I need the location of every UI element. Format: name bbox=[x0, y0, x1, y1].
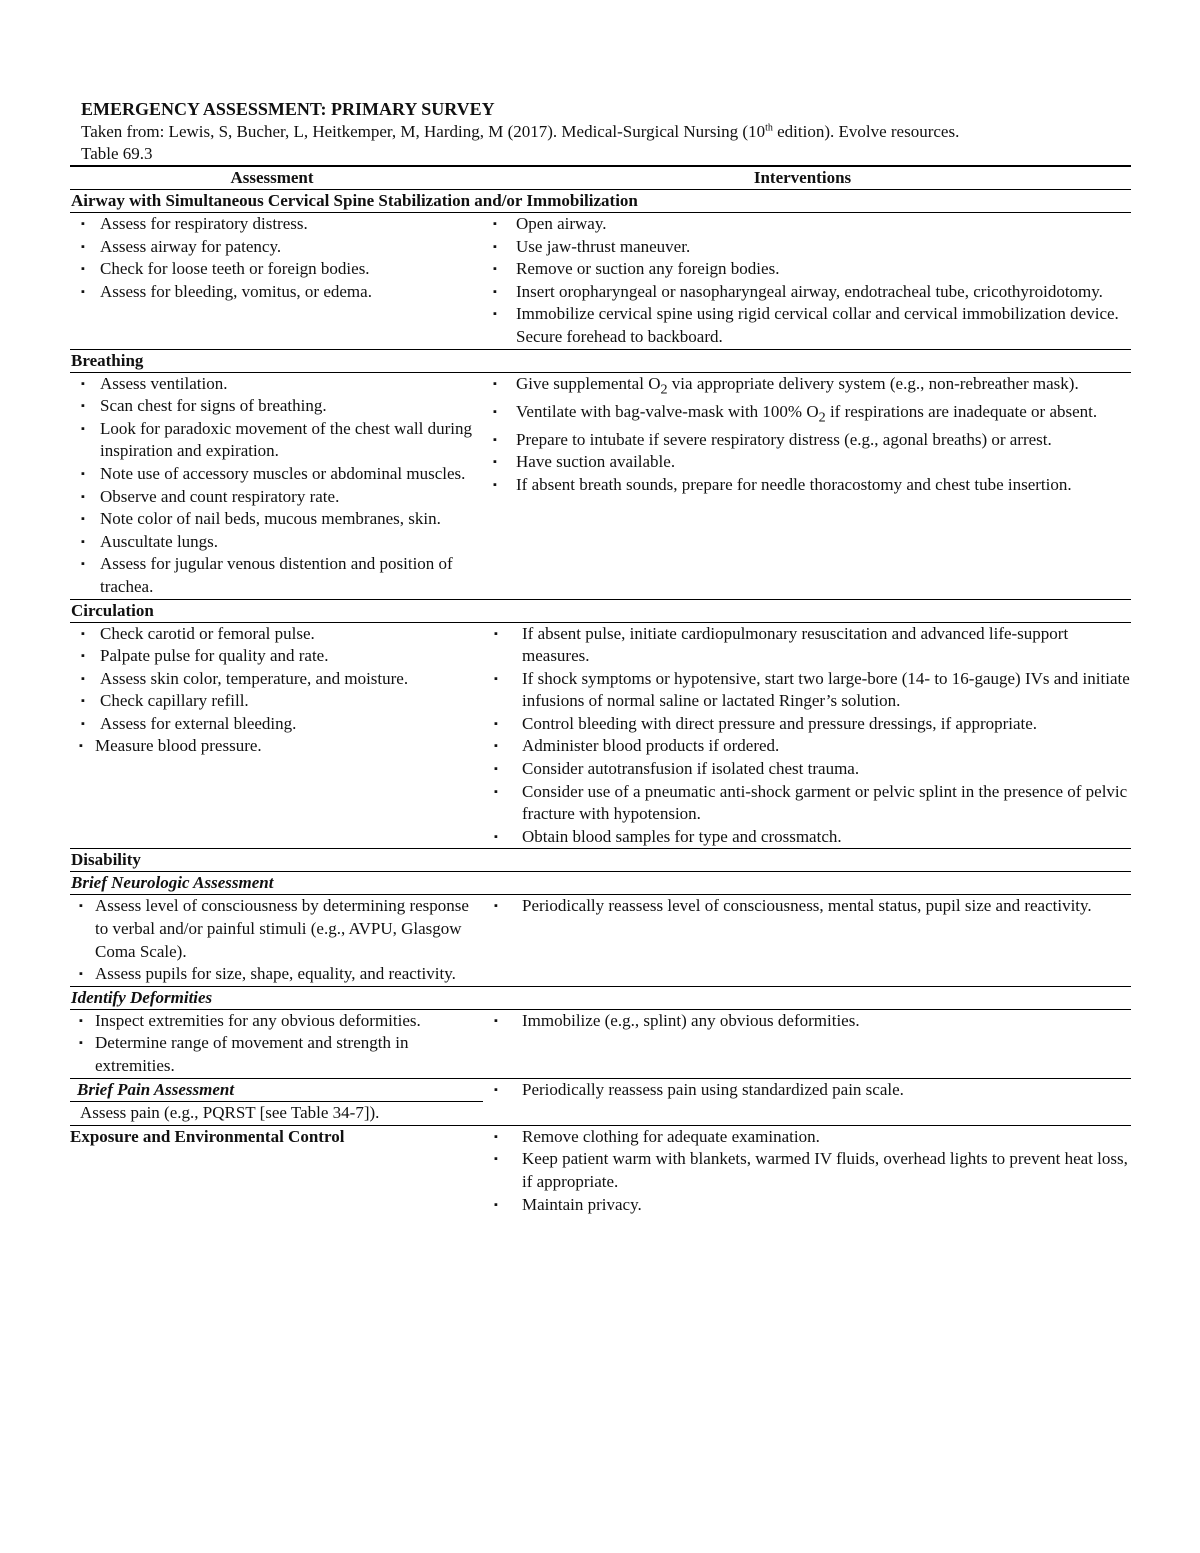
list-item: ▪ Periodically reassess pain using standardized pain scale. bbox=[483, 1079, 1131, 1102]
breathing-row bbox=[70, 373, 1131, 599]
exposure-row bbox=[70, 1126, 1131, 1216]
list-item: ▪ Have suction available. bbox=[483, 451, 1131, 474]
list-item: ▪ Note color of nail beds, mucous membranes, skin. bbox=[70, 508, 483, 531]
list-item: ▪ Immobilize cervical spine using rigid cervical collar and cervical immobilization device. Secure forehead to backboard. bbox=[483, 303, 1131, 348]
subsection-heading-neurologic: Brief Neurologic Assessment bbox=[71, 873, 274, 893]
list-item: ▪ Remove or suction any foreign bodies. bbox=[483, 258, 1131, 281]
list-item: ▪ Assess for external bleeding. bbox=[70, 713, 483, 736]
section-heading-circulation: Circulation bbox=[71, 600, 154, 620]
list-item: ▪ Inspect extremities for any obvious deformities. bbox=[70, 1010, 483, 1033]
pain-assessment-text: Assess pain (e.g., PQRST [see Table 34-7]). bbox=[80, 1103, 380, 1123]
citation-text-end: edition). Evolve resources. bbox=[772, 122, 960, 141]
list-item: ▪ Assess airway for patency. bbox=[70, 236, 483, 259]
airway-row bbox=[70, 213, 1131, 349]
list-item: ▪ Check capillary refill. bbox=[70, 690, 483, 713]
list-item: ▪ Determine range of movement and strength in extremities. bbox=[70, 1032, 483, 1077]
interventions-column-header: Interventions bbox=[753, 168, 852, 187]
table-header bbox=[70, 167, 1131, 189]
section-heading-airway: Airway with Simultaneous Cervical Spine Stabilization and/or Immobilization bbox=[71, 191, 638, 210]
list-item: ▪ Administer blood products if ordered. bbox=[483, 735, 1131, 758]
list-item: ▪ Check for loose teeth or foreign bodies. bbox=[70, 258, 483, 281]
list-item: ▪ Remove clothing for adequate examination. bbox=[483, 1126, 1131, 1149]
list-item: ▪ Periodically reassess level of consciousness, mental status, pupil size and reactivity. bbox=[483, 895, 1131, 918]
list-item: ▪ Obtain blood samples for type and crossmatch. bbox=[483, 826, 1131, 849]
list-item: ▪ Keep patient warm with blankets, warmed IV fluids, overhead lights to prevent heat loss, if appropriate. bbox=[483, 1148, 1131, 1193]
list-item: ▪ Auscultate lungs. bbox=[70, 531, 483, 554]
list-item: ▪ Ventilate with bag-valve-mask with 100% $O_2$ if respirations are inadequate or absent. bbox=[483, 401, 1131, 429]
list-item: ▪ If shock symptoms or hypotensive, start two large-bore (14- to 16-gauge) IVs and initiate infusions of normal saline or lactated Ringer’s solution. bbox=[483, 668, 1131, 713]
list-item: ▪ Check carotid or femoral pulse. bbox=[70, 623, 483, 646]
list-item: ▪ Open airway. bbox=[483, 213, 1131, 236]
list-item: ▪ Observe and count respiratory rate. bbox=[70, 486, 483, 509]
circulation-row bbox=[70, 623, 1131, 849]
section-heading-breathing: Breathing bbox=[71, 350, 144, 370]
list-item: ▪ Prepare to intubate if severe respiratory distress (e.g., agonal breaths) or arrest. bbox=[483, 429, 1131, 452]
list-item: ▪ Consider autotransfusion if isolated chest trauma. bbox=[483, 758, 1131, 781]
list-item: ▪ Note use of accessory muscles or abdominal muscles. bbox=[70, 463, 483, 486]
list-item: ▪ If absent breath sounds, prepare for needle thoracostomy and chest tube insertion. bbox=[483, 474, 1131, 497]
document-title: EMERGENCY ASSESSMENT: PRIMARY SURVEY bbox=[81, 99, 495, 119]
citation-text: Taken from: Lewis, S, Bucher, L, Heitkemper, M, Harding, M (2017). Medical-Surgical Nursing (10 bbox=[81, 122, 766, 141]
list-item: ▪ Palpate pulse for quality and rate. bbox=[70, 645, 483, 668]
table-label: Table 69.3 bbox=[81, 144, 153, 163]
pain-row bbox=[70, 1079, 1131, 1102]
subscript: 2 bbox=[818, 408, 826, 425]
subscript: 2 bbox=[660, 380, 668, 397]
list-item: ▪ Immobilize (e.g., splint) any obvious deformities. bbox=[483, 1010, 1131, 1033]
list-item: ▪ Scan chest for signs of breathing. bbox=[70, 395, 483, 418]
list-item: ▪ Assess for bleeding, vomitus, or edema. bbox=[70, 281, 483, 304]
list-item: ▪ Assess for respiratory distress. bbox=[70, 213, 483, 236]
deformities-row bbox=[70, 1010, 1131, 1078]
list-item: ▪ If absent pulse, initiate cardiopulmonary resuscitation and advanced life-support measures. bbox=[483, 623, 1131, 668]
list-item: ▪ Assess ventilation. bbox=[70, 373, 483, 396]
document-page bbox=[70, 97, 1131, 1216]
subsection-heading-pain: Brief Pain Assessment bbox=[77, 1079, 235, 1099]
list-item: ▪ Control bleeding with direct pressure and pressure dressings, if appropriate. bbox=[483, 713, 1131, 736]
list-item: ▪ Consider use of a pneumatic anti-shock garment or pelvic splint in the presence of pelvic fracture with hypotension. bbox=[483, 781, 1131, 826]
list-item: ▪ Use jaw-thrust maneuver. bbox=[483, 236, 1131, 259]
list-item: ▪ Give supplemental $O_2$ via appropriate delivery system (e.g., non-rebreather mask). bbox=[483, 373, 1131, 401]
neurologic-row bbox=[70, 895, 1131, 985]
list-item: ▪ Assess pupils for size, shape, equality, and reactivity. bbox=[70, 963, 483, 986]
list-item: ▪ Assess level of consciousness by determining response to verbal and/or painful stimuli (e.g., AVPU, Glasgow Coma Scale). bbox=[70, 895, 483, 963]
list-item: ▪ Look for paradoxic movement of the chest wall during inspiration and expiration. bbox=[70, 418, 483, 463]
list-item: ▪ Insert oropharyngeal or nasopharyngeal airway, endotracheal tube, cricothyroidotomy. bbox=[483, 281, 1131, 304]
edition-superscript: th bbox=[765, 122, 773, 134]
assessment-column-header: Assessment bbox=[230, 168, 314, 187]
list-item: ▪ Assess for jugular venous distention and position of trachea. bbox=[70, 553, 483, 598]
list-item: ▪ Maintain privacy. bbox=[483, 1194, 1131, 1217]
list-item: ▪ Measure blood pressure. bbox=[70, 735, 483, 758]
section-heading-disability: Disability bbox=[71, 850, 141, 870]
source-citation bbox=[81, 121, 1131, 143]
list-item: ▪ Assess skin color, temperature, and moisture. bbox=[70, 668, 483, 691]
section-heading-exposure: Exposure and Environmental Control bbox=[70, 1126, 345, 1146]
subsection-heading-deformities: Identify Deformities bbox=[71, 987, 213, 1007]
